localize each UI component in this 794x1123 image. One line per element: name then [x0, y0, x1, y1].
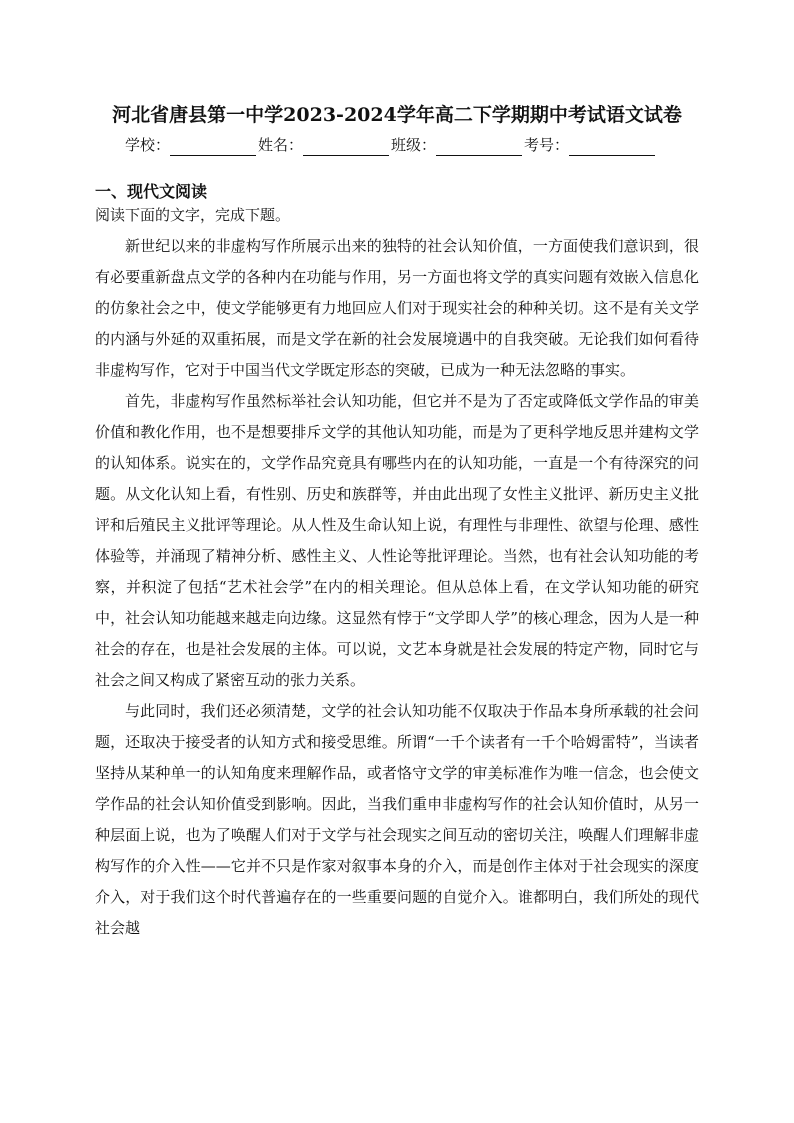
number-blank[interactable] [569, 137, 655, 156]
class-blank[interactable] [436, 137, 522, 156]
passage-paragraph: 首先，非虚构写作虽然标举社会认知功能，但它并不是为了否定或降低文学作品的审美价值和教化作用，也不是想要排斥文学的其他认知功能，而是为了更科学地反思并建构文学的认知体系。说实在的，文学作品究竟具有哪些内在的认知功能，一直是一个有待深究的问题。从文化认知上看，有性别、历史和族群等，并由此出现了女性主义批评、新历史主义批评和后殖民主义批评等理论。从人性及生命认知上说，有理性与非理性、欲望与伦理、感性体验等，并涌现了精神分析、感性主义、人性论等批评理论。当然，也有社会认知功能的考察，并积淀了包括“艺术社会学”在内的相关理论。但从总体上看，在文学认知功能的研究中，社会认知功能越来越走向边缘。这显然有悖于“文学即人学”的核心理念，因为人是一种社会的存在，也是社会发展的主体。可以说，文艺本身就是社会发展的特定产物，同时它与社会之间又构成了紧密互动的张力关系。 [95, 392, 699, 689]
passage-paragraph: 与此同时，我们还必须清楚，文学的社会认知功能不仅取决于作品本身所承载的社会问题，还取决于接受者的认知方式和接受思维。所谓“一千个读者有一千个哈姆雷特”，当读者坚持从某种单一的认知角度来理解作品，或者恪守文学的审美标准作为唯一信念，也会使文学作品的社会认知价值受到影响。因此，当我们重申非虚构写作的社会认知价值时，从另一种层面上说，也为了唤醒人们对于文学与社会现实之间互动的密切关注，唤醒人们理解非虚构写作的介入性——它并不只是作家对叙事本身的介入，而是创作主体对于社会现实的深度介入，对于我们这个时代普遍存在的一些重要问题的自觉介入。谁都明白，我们所处的现代社会越 [95, 702, 699, 937]
number-label: 考号： [524, 136, 570, 154]
reading-instruction: 阅读下面的文字，完成下题。 [95, 206, 291, 224]
reading-passage [95, 231, 699, 944]
exam-title: 河北省唐县第一中学2023-2024学年高二下学期期中考试语文试卷 [112, 104, 682, 126]
name-label: 姓名： [258, 136, 304, 154]
class-label: 班级： [391, 136, 437, 154]
school-label: 学校： [125, 136, 171, 154]
school-blank[interactable] [170, 137, 256, 156]
student-info-line [125, 134, 657, 156]
name-blank[interactable] [303, 137, 389, 156]
section-heading: 一、现代文阅读 [95, 182, 208, 201]
passage-paragraph: 新世纪以来的非虚构写作所展示出来的独特的社会认知价值，一方面使我们意识到，很有必要重新盘点文学的各种内在功能与作用，另一方面也将文学的真实问题有效嵌入信息化的仿象社会之中，使文学能够更有力地回应人们对于现实社会的种种关切。这不是有关文学的内涵与外延的双重拓展，而是文学在新的社会发展境遇中的自我突破。无论我们如何看待非虚构写作，它对于中国当代文学既定形态的突破，已成为一种无法忽略的事实。 [95, 237, 699, 379]
